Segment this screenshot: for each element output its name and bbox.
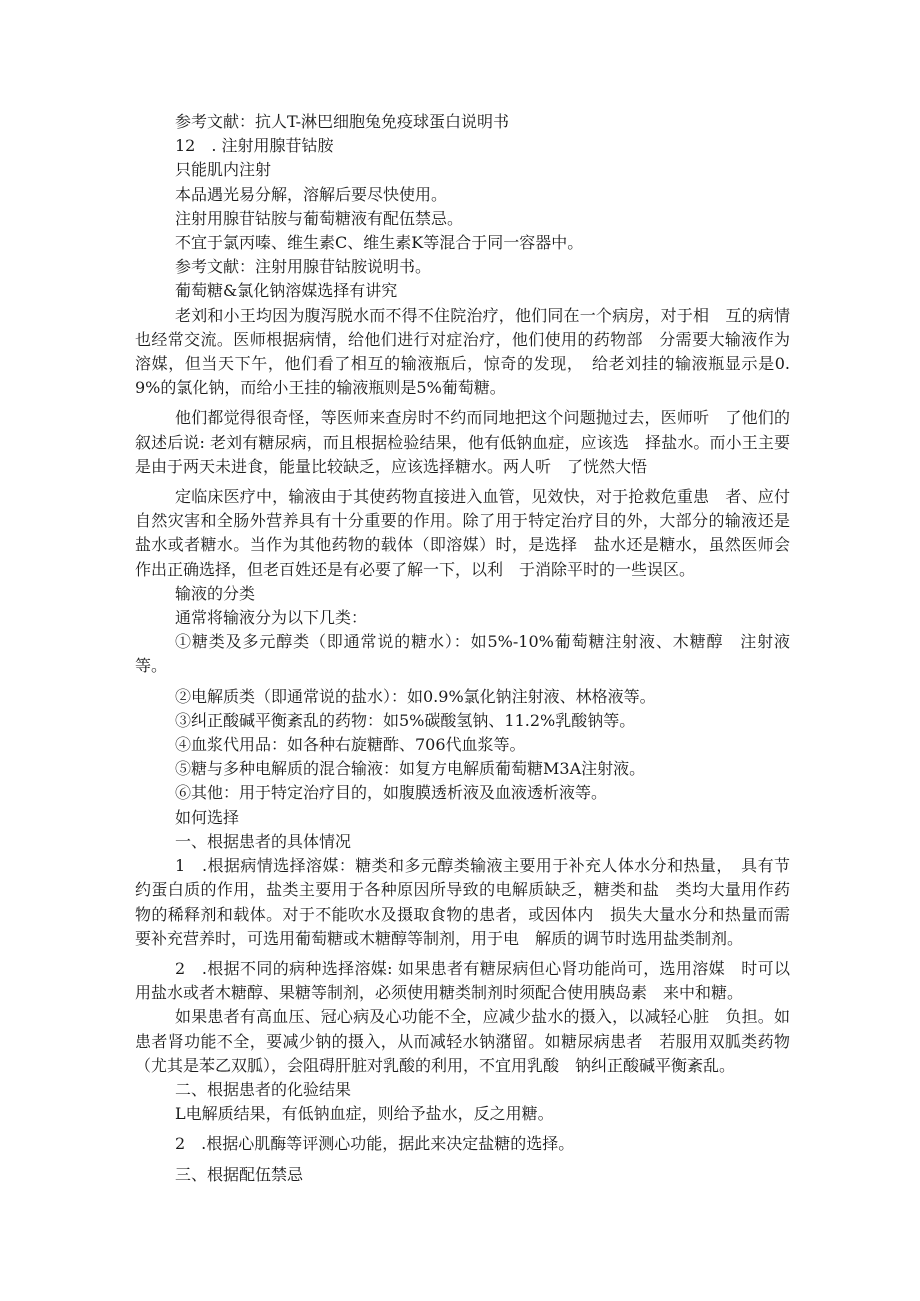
section-heading: 如何选择 [175,807,240,827]
list-item: ⑥其他：用于特定治疗目的，如腹膜透析液及血液透析液等。 [175,783,608,803]
list-item: ②电解质类（即通常说的盐水）：如0.9%氯化钠注射液、林格液等。 [175,686,656,706]
section-heading: 12 . 注射用腺苷钴胺 [175,136,334,156]
body-paragraph: 1 .根据病情选择溶媒：糖类和多元醇类输液主要用于补充人体水分和热量， 具有节约蛋白质的作用，盐类主要用于各种原因所导致的电解质缺乏，糖类和盐 类均大量用作药物的稀释剂和载体。对于不能吹水及摄取食物的患者，或因体内 损失大量水分和热量而需要补充营养时，可选用葡萄糖或木糖醇等制剂，用于电 解质的调节时选用盐类制剂。 [135,856,790,948]
reference-line: 参考文献：抗人T-淋巴细胞兔免疫球蛋白说明书 [175,112,510,131]
list-item: L电解质结果，有低钠血症，则给予盐水，反之用糖。 [175,1104,554,1124]
body-paragraph: 老刘和小王均因为腹泻脱水而不得不住院治疗，他们同在一个病房，对于相 互的病情也经常交流。医师根据病情，给他们进行对症治疗，他们使用的药物部 分需要大输液作为溶媒，但当天下午，他们看了相互的输液瓶后，惊奇的发现， 给老刘挂的输液瓶显示是0.9%的氯化钠，而给小王挂的输液瓶则是5%葡萄糖。 [135,305,790,398]
body-paragraph: 如果患者有高血压、冠心病及心功能不全，应减少盐水的摄入，以减轻心脏 负担。如患者肾功能不全，要减少钠的摄入，从而减轻水钠潴留。如糖尿病患者 若服用双胍类药物（尤其是苯乙双胍），会阻碍肝脏对乳酸的利用，不宜用乳酸 钠纠正酸碱平衡紊乱。 [135,1007,790,1075]
body-paragraph: 定临床医疗中，输液由于其使药物直接进入血管，见效快，对于抢救危重患 者、应付自然灾害和全肠外营养具有十分重要的作用。除了用于特定治疗目的外，大部分的输液还是盐水或者糖水。当作为其他药物的载体（即溶媒）时，是选择 盐水还是糖水，虽然医师会作出正确选择，但老百姓还是有必要了解一下，以利 于消除平时的一些误区。 [135,487,790,579]
body-paragraph: 2 .根据不同的病种选择溶媒: 如果患者有糖尿病但心肾功能尚可，选用溶媒 时可以用盐水或者木糖醇、果糖等制剂，必须使用糖类制剂时须配合使用胰岛素 来中和糖。 [135,958,790,1003]
subsection-heading: 二、根据患者的化验结果 [175,1079,352,1099]
list-item: 2 .根据心肌酶等评测心功能，据此来决定盐糖的选择。 [175,1134,575,1154]
list-item: 不宜于氯丙嗪、维生素C、维生素K等混合于同一容器中。 [175,233,584,253]
list-item: ④血浆代用品：如各种右旋糖酢、706代血浆等。 [175,735,526,755]
list-item: 注射用腺苷钴胺与葡萄糖液有配伍禁忌。 [175,208,464,228]
list-item: 本品遇光易分解，溶解后要尽快使用。 [175,184,448,204]
list-item: ⑤糖与多种电解质的混合输液：如复方电解质葡萄糖M3A注射液。 [175,759,646,779]
list-item: 只能肌内注射 [175,160,272,180]
list-item: ①糖类及多元醇类（即通常说的糖水）：如5%-10%葡萄糖注射液、木糖醇 注射液等。 [135,632,790,676]
subsection-heading: 一、根据患者的具体情况 [175,831,352,851]
body-paragraph: 通常将输液分为以下几类： [175,608,368,628]
reference-line: 参考文献：注射用腺苷钴胺说明书。 [175,257,432,277]
list-item: ③纠正酸碱平衡紊乱的药物：如5%碳酸氢钠、11.2%乳酸钠等。 [175,710,636,730]
document-body [135,110,790,1187]
body-paragraph: 他们都觉得很奇怪，等医师来查房时不约而同地把这个问题抛过去，医师听 了他们的叙述后说: 老刘有糖尿病，而且根据检验结果，他有低钠血症，应该选 择盐水。而小王主要是由于两天未进食，能量比较缺乏，应该选择糖水。两人听 了恍然大悟 [135,408,790,476]
article-title: 葡萄糖&氯化钠溶媒选择有讲究 [175,281,398,301]
subsection-heading: 三、根据配伍禁忌 [175,1164,304,1184]
section-heading: 输液的分类 [175,583,256,603]
